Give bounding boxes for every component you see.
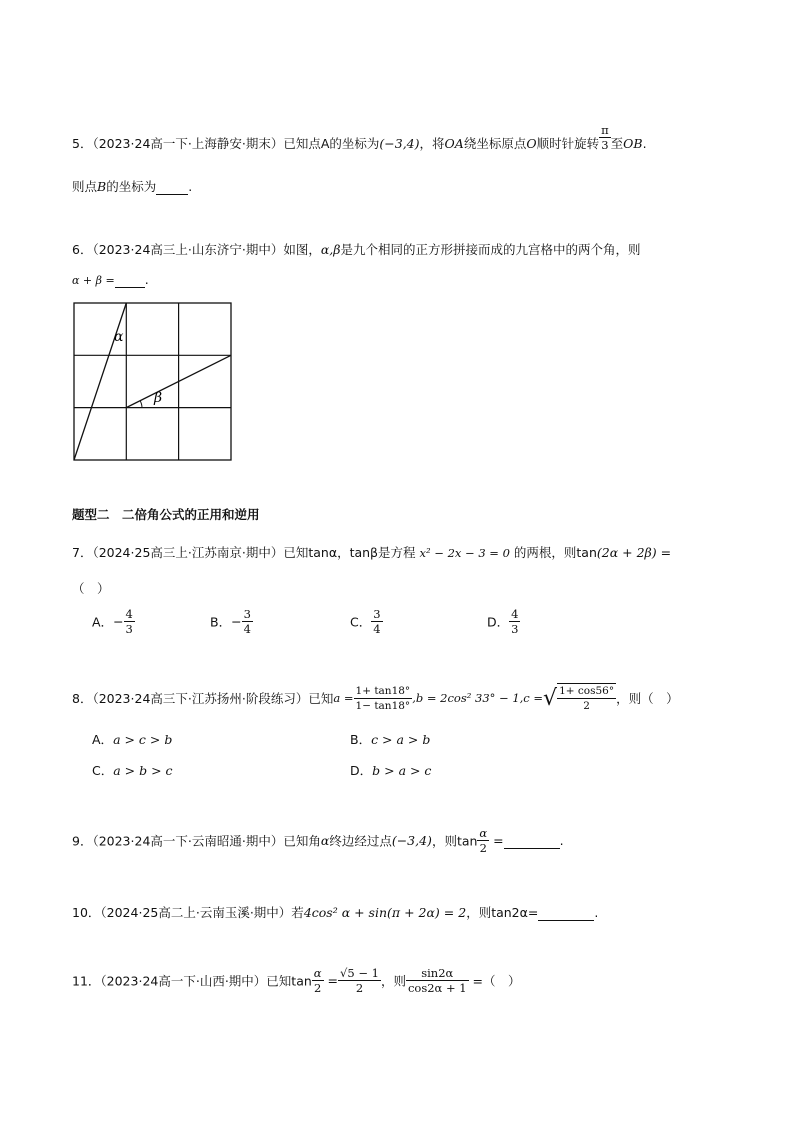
question-8 xyxy=(72,683,679,713)
question-text: 已知点A的坐标为 xyxy=(283,136,380,151)
alpha-label: α xyxy=(114,329,124,345)
math-symbol: α xyxy=(320,833,330,848)
question-text: 是九个相同的正方形拼接而成的九宫格中的两个角，则 xyxy=(340,242,641,257)
beta-arc xyxy=(140,401,142,408)
option-d[interactable] xyxy=(350,761,431,779)
option-label: A． xyxy=(92,732,114,747)
question-number: 10． xyxy=(72,905,101,920)
question-text: 至 xyxy=(610,136,624,151)
question-number: 6． xyxy=(72,242,93,257)
fraction: $\frac{\alpha}{2}$ xyxy=(479,826,488,855)
question-source: （2023·24高一下·云南昭通·期中） xyxy=(92,833,284,849)
question-source: （2023·24高一下·上海静安·期末） xyxy=(92,136,284,151)
option-label: B． xyxy=(350,732,372,747)
fraction: $\frac{\sin 2\alpha}{\cos 2\alpha + 1}$ xyxy=(407,966,467,995)
option-text: a > c > b xyxy=(113,732,173,747)
question-source: （2023·24高三上·山东济宁·期中） xyxy=(92,242,284,257)
equation: 4cos² α + sin(π + 2α) = 2 xyxy=(303,905,467,920)
math-expression: a = xyxy=(333,691,354,705)
grid-border xyxy=(74,303,231,460)
question-text: ，则（ ） xyxy=(616,691,679,706)
question-text: 如图， xyxy=(283,242,321,257)
answer-blank[interactable] xyxy=(504,833,560,849)
question-number: 11． xyxy=(72,973,101,989)
equation: x² − 2x − 3 = 0 xyxy=(419,546,510,560)
option-b[interactable]: B．− $\frac{3}{4}$ xyxy=(210,607,251,636)
point-label: B xyxy=(97,179,107,194)
question-text: 则点 xyxy=(72,179,98,194)
option-text: b > a > c xyxy=(372,763,432,778)
section-heading: 题型二 二倍角公式的正用和逆用 xyxy=(72,507,260,522)
option-fraction: $\frac{3}{4}$ xyxy=(373,607,381,636)
question-10: 10．（2024·25高二上·云南玉溪·期中）若4cos² α + sin(π + 2α) = 2，则tan2α= . xyxy=(72,905,599,920)
math-expression: (2α + 2β) xyxy=(596,545,657,560)
option-d[interactable] xyxy=(487,607,520,636)
fraction: $\frac{√5 - 1}{2}$ xyxy=(340,966,379,995)
question-number: 7． xyxy=(72,545,93,560)
option-label: D． xyxy=(487,614,510,630)
option-label: C． xyxy=(350,614,372,630)
coordinate: (−3,4) xyxy=(379,136,420,151)
option-fraction: $\frac{4}{3}$ xyxy=(125,607,133,636)
fraction: $\frac{\alpha}{2}$ xyxy=(313,966,322,995)
question-5-line2: 则点B的坐标为 . xyxy=(72,179,193,194)
beta-label: β xyxy=(154,390,163,406)
vector-label: OB xyxy=(623,136,643,151)
question-text: ，将 xyxy=(419,136,445,151)
option-label: A． xyxy=(92,614,114,630)
option-text: a > b > c xyxy=(113,763,173,778)
point-label: O xyxy=(526,136,537,151)
nine-grid-figure xyxy=(72,301,234,463)
question-text: 已知tanα， xyxy=(283,545,350,560)
option-label: B． xyxy=(210,614,232,630)
question-text: 的坐标为 xyxy=(106,179,157,194)
question-6-line2: α + β = . xyxy=(72,272,149,287)
question-text: 绕坐标原点 xyxy=(463,136,527,151)
math-expression: ,b = 2cos² 33° − 1,c = xyxy=(412,691,544,705)
question-number: 8． xyxy=(72,691,93,706)
question-source: （2023·24高一下·山西·期中） xyxy=(100,973,267,989)
question-text: 若 xyxy=(291,905,304,920)
alpha-diagonal xyxy=(74,303,126,460)
question-text: ，则tan2α= xyxy=(466,905,539,920)
math-expression: α,β xyxy=(320,242,341,257)
question-text: ，则tan xyxy=(431,833,478,849)
question-source: （2024·25高三上·江苏南京·期中） xyxy=(92,545,284,560)
question-5: 5．（2023·24高一下·上海静安·期末）已知点A的坐标为(−3,4)，将OA绕坐标原点O顺时针旋转 $\frac{\pi}{3}$ 至OB. xyxy=(72,123,647,152)
question-source: （2023·24高三下·江苏扬州·阶段练习） xyxy=(92,691,309,706)
fraction: $\frac{\pi}{3}$ xyxy=(601,123,609,152)
question-7: 7．（2024·25高三上·江苏南京·期中）已知tanα，tanβ是方程 x² − 2x − 3 = 0 的两根，则tan(2α + 2β) = xyxy=(72,545,672,560)
option-label: D． xyxy=(350,763,373,778)
question-9: 9．（2023·24高一下·云南昭通·期中）已知角α终边经过点(−3,4)，则tan $\frac{\alpha}{2}$ = . xyxy=(72,826,564,855)
option-a[interactable] xyxy=(92,730,172,748)
vector-label: OA xyxy=(444,136,464,151)
answer-paren: （ ） xyxy=(72,581,110,596)
question-text: ，则 xyxy=(380,973,406,989)
option-fraction: $\frac{4}{3}$ xyxy=(511,607,519,636)
option-c[interactable] xyxy=(92,761,173,779)
option-b[interactable] xyxy=(350,730,430,748)
option-label: C． xyxy=(92,763,114,778)
question-text: 的两根，则tan xyxy=(513,545,597,560)
answer-blank[interactable] xyxy=(115,272,145,288)
question-11: 11．（2023·24高一下·山西·期中）已知tan $\frac{\alpha}{2}$ = $\frac{√5 - 1}{2}$ ，则 $\frac{\sin 2\alpha}{\cos 2\alpha + 1}$ =（ ） xyxy=(72,966,521,995)
square-root: √ $\frac{1+ \cos 56^\circ}{2}$ xyxy=(543,685,615,712)
question-text: 终边经过点 xyxy=(329,833,392,849)
math-expression: α + β = xyxy=(72,274,115,287)
question-6 xyxy=(72,240,641,258)
question-text: 顺时针旋转 xyxy=(536,136,600,151)
fraction: $\frac{1+ \tan 18^\circ}{1- \tan 18^\circ}$ xyxy=(355,684,411,712)
coordinate: (−3,4) xyxy=(391,833,432,848)
option-a[interactable]: A．− $\frac{4}{3}$ xyxy=(92,607,133,636)
question-number: 5． xyxy=(72,136,93,151)
question-source: （2024·25高二上·云南玉溪·期中） xyxy=(100,905,292,920)
option-fraction: $\frac{3}{4}$ xyxy=(243,607,251,636)
question-text: 已知角 xyxy=(283,833,321,849)
question-text: 已知tan xyxy=(266,973,312,989)
option-text: c > a > b xyxy=(371,732,431,747)
answer-blank[interactable] xyxy=(538,905,594,921)
question-number: 9． xyxy=(72,833,93,849)
question-text: tanβ是方程 xyxy=(349,545,416,560)
option-c[interactable] xyxy=(350,607,383,636)
answer-blank[interactable] xyxy=(156,179,188,195)
question-text: 已知 xyxy=(308,691,334,706)
